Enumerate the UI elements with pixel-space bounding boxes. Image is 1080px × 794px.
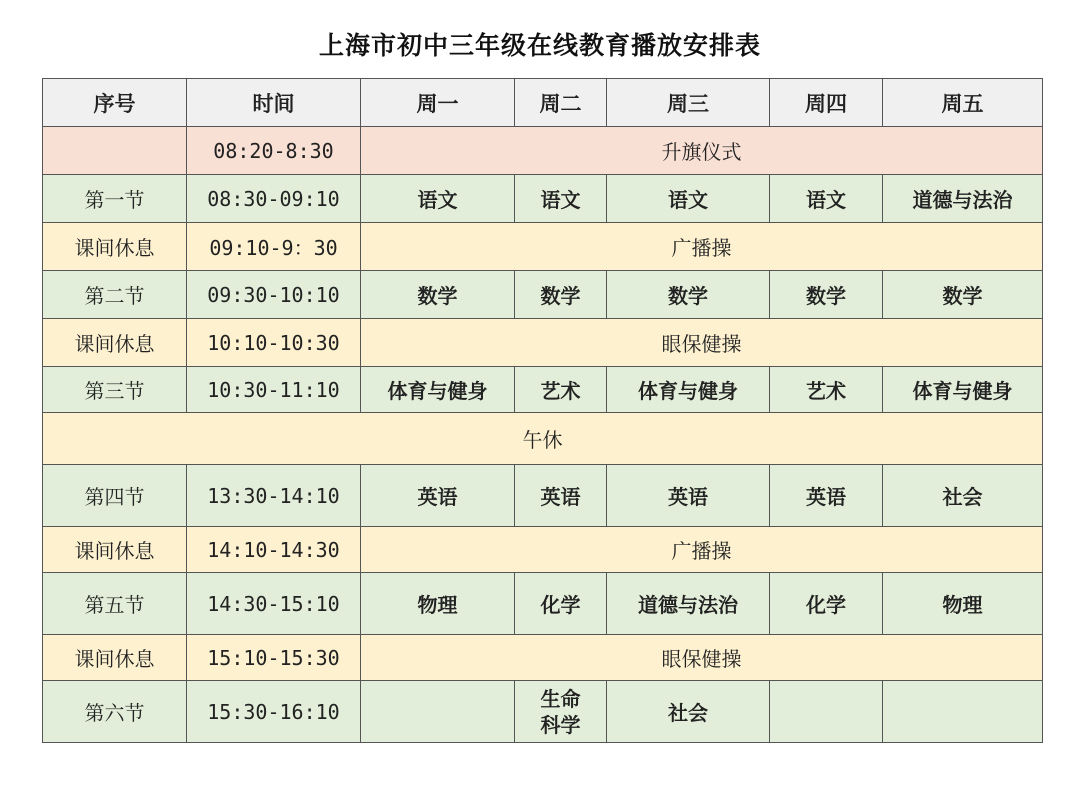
- subject-tuesday: 化学: [515, 573, 607, 635]
- subject-wednesday: 数学: [607, 271, 770, 319]
- header-cell-wednesday: 周三: [607, 79, 770, 127]
- page-title: 上海市初中三年级在线教育播放安排表: [318, 31, 761, 60]
- lunch-event: 午休: [43, 413, 1043, 465]
- subject-wednesday: 社会: [607, 681, 770, 743]
- break-event: 眼保健操: [361, 319, 1043, 367]
- period-time: 08:30-09:10: [187, 175, 361, 223]
- subject-friday: [883, 681, 1043, 743]
- subject-friday: 数学: [883, 271, 1043, 319]
- period-label: 第五节: [43, 573, 187, 635]
- schedule-table: [42, 78, 1043, 743]
- period-label: 第六节: [43, 681, 187, 743]
- table-row-period-1: [43, 175, 1043, 223]
- break-time: 09:10-9：30: [187, 223, 361, 271]
- table-row-period-4: [43, 465, 1043, 527]
- break-label: 课间休息: [43, 527, 187, 573]
- subject-tuesday-line-1: 生命: [540, 686, 581, 711]
- subject-tuesday: 数学: [515, 271, 607, 319]
- subject-tuesday: 英语: [515, 465, 607, 527]
- subject-tuesday: 语文: [515, 175, 607, 223]
- break-time: 10:10-10:30: [187, 319, 361, 367]
- subject-thursday: 艺术: [770, 367, 883, 413]
- header-cell-index: 序号: [43, 79, 187, 127]
- flag-label-cell: [43, 127, 187, 175]
- break-event: 广播操: [361, 223, 1043, 271]
- period-label: 第二节: [43, 271, 187, 319]
- subject-thursday: 化学: [770, 573, 883, 635]
- period-time: 13:30-14:10: [187, 465, 361, 527]
- period-time: 14:30-15:10: [187, 573, 361, 635]
- subject-thursday: 语文: [770, 175, 883, 223]
- break-event: 广播操: [361, 527, 1043, 573]
- subject-monday: 体育与健身: [361, 367, 515, 413]
- subject-monday: 英语: [361, 465, 515, 527]
- header-row: [43, 79, 1043, 127]
- header-cell-monday: 周一: [361, 79, 515, 127]
- break-time: 15:10-15:30: [187, 635, 361, 681]
- subject-tuesday: [515, 681, 607, 743]
- break-time: 14:10-14:30: [187, 527, 361, 573]
- table-row-period-3: [43, 367, 1043, 413]
- period-label: 第三节: [43, 367, 187, 413]
- subject-tuesday: 艺术: [515, 367, 607, 413]
- subject-wednesday: 英语: [607, 465, 770, 527]
- break-event: 眼保健操: [361, 635, 1043, 681]
- subject-thursday: 英语: [770, 465, 883, 527]
- subject-friday: 物理: [883, 573, 1043, 635]
- break-label: 课间休息: [43, 319, 187, 367]
- subject-thursday: 数学: [770, 271, 883, 319]
- period-time: 10:30-11:10: [187, 367, 361, 413]
- subject-wednesday: 体育与健身: [607, 367, 770, 413]
- flag-time: 08:20-8:30: [187, 127, 361, 175]
- subject-wednesday: 语文: [607, 175, 770, 223]
- subject-monday: 语文: [361, 175, 515, 223]
- period-label: 第一节: [43, 175, 187, 223]
- table-row-break-3: [43, 527, 1043, 573]
- subject-friday: 社会: [883, 465, 1043, 527]
- header-cell-tuesday: 周二: [515, 79, 607, 127]
- table-row-break-2: [43, 319, 1043, 367]
- table-row-flag: [43, 127, 1043, 175]
- subject-friday: 体育与健身: [883, 367, 1043, 413]
- subject-friday: 道德与法治: [883, 175, 1043, 223]
- subject-tuesday-line-2: 科学: [540, 712, 581, 737]
- subject-wednesday: 道德与法治: [607, 573, 770, 635]
- header-cell-time: 时间: [187, 79, 361, 127]
- header-cell-thursday: 周四: [770, 79, 883, 127]
- break-label: 课间休息: [43, 635, 187, 681]
- period-time: 15:30-16:10: [187, 681, 361, 743]
- subject-monday: [361, 681, 515, 743]
- subject-thursday: [770, 681, 883, 743]
- table-row-lunch: [43, 413, 1043, 465]
- table-row-break-4: [43, 635, 1043, 681]
- period-time: 09:30-10:10: [187, 271, 361, 319]
- header-cell-friday: 周五: [883, 79, 1043, 127]
- break-label: 课间休息: [43, 223, 187, 271]
- table-row-period-5: [43, 573, 1043, 635]
- table-row-break-1: [43, 223, 1043, 271]
- subject-monday: 物理: [361, 573, 515, 635]
- table-row-period-2: [43, 271, 1043, 319]
- period-label: 第四节: [43, 465, 187, 527]
- table-row-period-6: [43, 681, 1043, 743]
- flag-event: 升旗仪式: [361, 127, 1043, 175]
- subject-monday: 数学: [361, 271, 515, 319]
